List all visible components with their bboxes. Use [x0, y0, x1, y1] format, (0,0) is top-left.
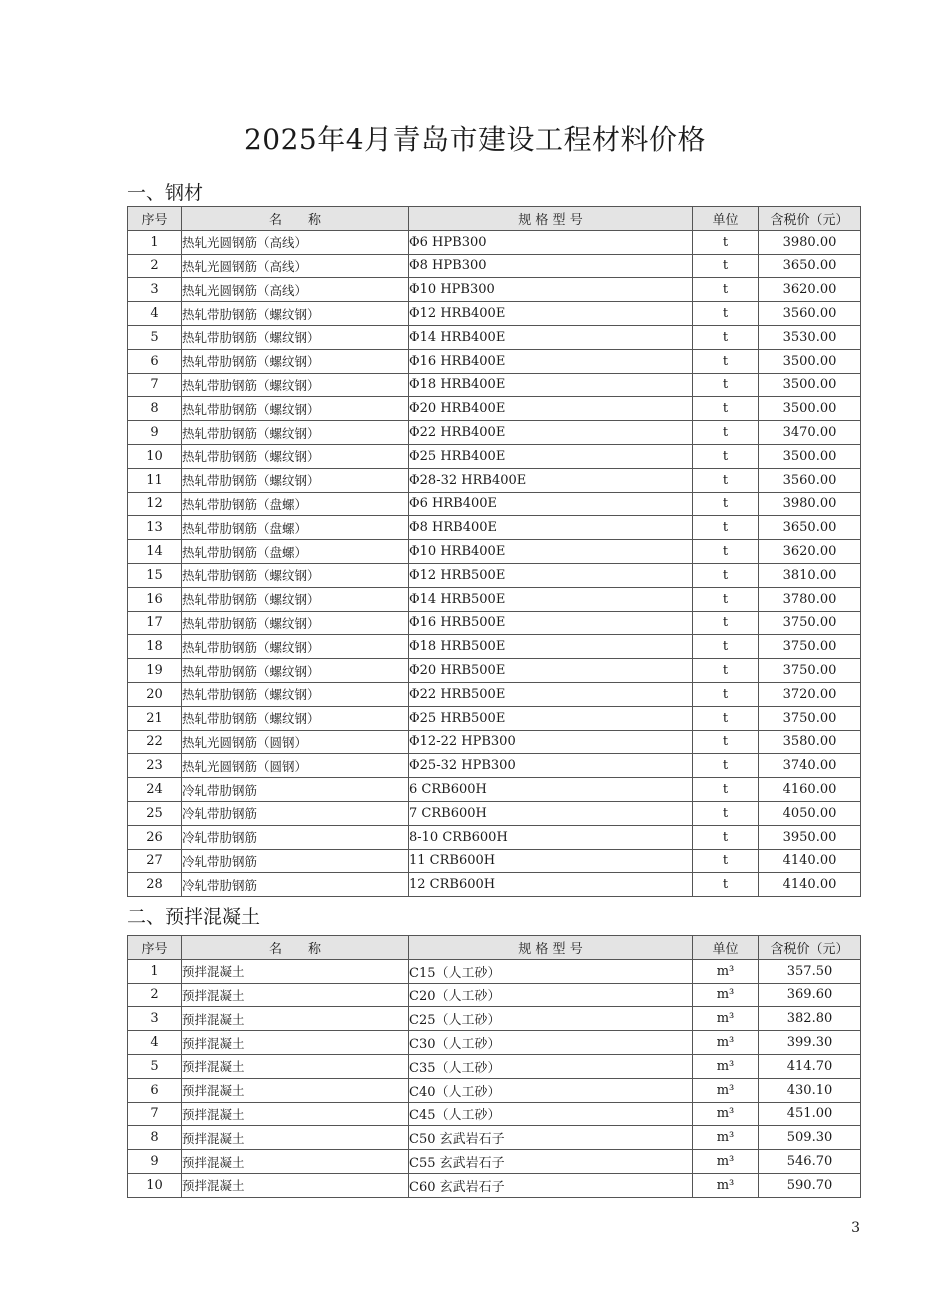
table-row	[128, 421, 861, 445]
material-spec: Φ22 HRB500E	[409, 682, 693, 706]
material-spec: C30（人工砂）	[409, 1031, 693, 1055]
table-row	[128, 516, 861, 540]
table-row	[128, 540, 861, 564]
table-row	[128, 1126, 861, 1150]
row-number: 5	[128, 325, 182, 349]
material-spec: C15（人工砂）	[409, 959, 693, 983]
material-spec: C55 玄武岩石子	[409, 1150, 693, 1174]
material-unit: t	[693, 540, 759, 564]
material-spec: Φ6 HRB400E	[409, 492, 693, 516]
material-spec: C40（人工砂）	[409, 1078, 693, 1102]
material-name: 热轧带肋钢筋（螺纹钢）	[182, 325, 409, 349]
table-row	[128, 302, 861, 326]
material-unit: t	[693, 706, 759, 730]
material-price: 3470.00	[759, 421, 861, 445]
material-name: 预拌混凝土	[182, 1150, 409, 1174]
material-name: 热轧带肋钢筋（盘螺）	[182, 516, 409, 540]
table-row	[128, 1054, 861, 1078]
material-spec: Φ10 HPB300	[409, 278, 693, 302]
material-name: 预拌混凝土	[182, 959, 409, 983]
material-spec: Φ16 HRB500E	[409, 611, 693, 635]
row-number: 14	[128, 540, 182, 564]
material-spec: Φ10 HRB400E	[409, 540, 693, 564]
material-price: 3500.00	[759, 373, 861, 397]
material-price: 3980.00	[759, 230, 861, 254]
header-no: 序号	[128, 207, 182, 231]
material-price: 3500.00	[759, 397, 861, 421]
material-unit: t	[693, 754, 759, 778]
material-name: 热轧带肋钢筋（螺纹钢）	[182, 373, 409, 397]
table-row	[128, 563, 861, 587]
material-name: 预拌混凝土	[182, 1007, 409, 1031]
material-price: 430.10	[759, 1078, 861, 1102]
table-row	[128, 959, 861, 983]
material-spec: C20（人工砂）	[409, 983, 693, 1007]
row-number: 15	[128, 563, 182, 587]
material-unit: t	[693, 492, 759, 516]
material-price: 3750.00	[759, 659, 861, 683]
material-spec: Φ16 HRB400E	[409, 349, 693, 373]
material-spec: 11 CRB600H	[409, 849, 693, 873]
table-row	[128, 801, 861, 825]
material-price: 3580.00	[759, 730, 861, 754]
material-name: 热轧光圆钢筋（圆钢）	[182, 754, 409, 778]
row-number: 10	[128, 1173, 182, 1197]
material-unit: t	[693, 302, 759, 326]
material-unit: t	[693, 587, 759, 611]
table-row	[128, 1173, 861, 1197]
header-price: 含税价（元）	[759, 207, 861, 231]
header-spec: 规 格 型 号	[409, 936, 693, 960]
header-price: 含税价（元）	[759, 936, 861, 960]
table-row	[128, 730, 861, 754]
table-row	[128, 373, 861, 397]
material-price: 4160.00	[759, 778, 861, 802]
material-spec: C35（人工砂）	[409, 1054, 693, 1078]
material-unit: m³	[693, 1031, 759, 1055]
material-name: 热轧带肋钢筋（螺纹钢）	[182, 659, 409, 683]
row-number: 8	[128, 1126, 182, 1150]
material-price: 414.70	[759, 1054, 861, 1078]
table-row	[128, 706, 861, 730]
table-row	[128, 230, 861, 254]
material-unit: t	[693, 778, 759, 802]
row-number: 17	[128, 611, 182, 635]
material-price: 451.00	[759, 1102, 861, 1126]
table-header-row	[128, 936, 861, 960]
table-row	[128, 349, 861, 373]
material-price: 590.70	[759, 1173, 861, 1197]
row-number: 22	[128, 730, 182, 754]
material-name: 预拌混凝土	[182, 1102, 409, 1126]
row-number: 20	[128, 682, 182, 706]
material-unit: m³	[693, 1126, 759, 1150]
material-price: 3620.00	[759, 278, 861, 302]
material-name: 冷轧带肋钢筋	[182, 778, 409, 802]
row-number: 8	[128, 397, 182, 421]
row-number: 4	[128, 302, 182, 326]
material-spec: Φ14 HRB500E	[409, 587, 693, 611]
table-row	[128, 1150, 861, 1174]
material-unit: t	[693, 397, 759, 421]
material-unit: m³	[693, 1054, 759, 1078]
material-name: 热轧带肋钢筋（盘螺）	[182, 540, 409, 564]
table-row	[128, 325, 861, 349]
row-number: 18	[128, 635, 182, 659]
material-spec: Φ14 HRB400E	[409, 325, 693, 349]
material-name: 热轧带肋钢筋（螺纹钢）	[182, 397, 409, 421]
material-unit: m³	[693, 1150, 759, 1174]
row-number: 19	[128, 659, 182, 683]
material-spec: C60 玄武岩石子	[409, 1173, 693, 1197]
header-name: 名 称	[182, 936, 409, 960]
table-row	[128, 468, 861, 492]
material-unit: t	[693, 873, 759, 897]
material-unit: t	[693, 254, 759, 278]
table-row	[128, 1031, 861, 1055]
material-price: 3810.00	[759, 563, 861, 587]
material-unit: t	[693, 659, 759, 683]
table-row	[128, 1102, 861, 1126]
material-spec: Φ25 HRB500E	[409, 706, 693, 730]
material-unit: m³	[693, 983, 759, 1007]
material-unit: t	[693, 230, 759, 254]
row-number: 11	[128, 468, 182, 492]
material-spec: Φ12-22 HPB300	[409, 730, 693, 754]
material-unit: t	[693, 682, 759, 706]
material-name: 冷轧带肋钢筋	[182, 801, 409, 825]
material-unit: t	[693, 563, 759, 587]
row-number: 24	[128, 778, 182, 802]
material-unit: t	[693, 516, 759, 540]
material-price: 3750.00	[759, 611, 861, 635]
material-spec: 7 CRB600H	[409, 801, 693, 825]
table-row	[128, 397, 861, 421]
table-row	[128, 983, 861, 1007]
material-price: 3560.00	[759, 302, 861, 326]
material-price: 3720.00	[759, 682, 861, 706]
material-unit: t	[693, 801, 759, 825]
material-name: 热轧带肋钢筋（螺纹钢）	[182, 468, 409, 492]
row-number: 6	[128, 1078, 182, 1102]
header-unit: 单位	[693, 936, 759, 960]
material-name: 热轧光圆钢筋（高线）	[182, 278, 409, 302]
concrete-price-table	[127, 935, 861, 1198]
material-price: 4140.00	[759, 873, 861, 897]
material-name: 预拌混凝土	[182, 1173, 409, 1197]
material-spec: Φ12 HRB400E	[409, 302, 693, 326]
table-row	[128, 444, 861, 468]
material-price: 3750.00	[759, 706, 861, 730]
material-spec: Φ6 HPB300	[409, 230, 693, 254]
row-number: 25	[128, 801, 182, 825]
material-unit: t	[693, 849, 759, 873]
material-spec: 6 CRB600H	[409, 778, 693, 802]
header-spec: 规 格 型 号	[409, 207, 693, 231]
material-name: 预拌混凝土	[182, 983, 409, 1007]
table-row	[128, 659, 861, 683]
material-name: 热轧光圆钢筋（高线）	[182, 254, 409, 278]
material-name: 热轧带肋钢筋（螺纹钢）	[182, 444, 409, 468]
material-spec: Φ18 HRB500E	[409, 635, 693, 659]
row-number: 13	[128, 516, 182, 540]
table-row	[128, 825, 861, 849]
row-number: 7	[128, 373, 182, 397]
table-row	[128, 778, 861, 802]
material-name: 热轧带肋钢筋（螺纹钢）	[182, 706, 409, 730]
material-name: 热轧带肋钢筋（螺纹钢）	[182, 349, 409, 373]
material-spec: C45（人工砂）	[409, 1102, 693, 1126]
material-name: 冷轧带肋钢筋	[182, 873, 409, 897]
material-name: 预拌混凝土	[182, 1126, 409, 1150]
material-name: 预拌混凝土	[182, 1054, 409, 1078]
material-price: 546.70	[759, 1150, 861, 1174]
material-unit: t	[693, 635, 759, 659]
material-name: 热轧带肋钢筋（螺纹钢）	[182, 682, 409, 706]
material-spec: C25（人工砂）	[409, 1007, 693, 1031]
material-unit: t	[693, 611, 759, 635]
table-row	[128, 1007, 861, 1031]
material-price: 3780.00	[759, 587, 861, 611]
material-price: 357.50	[759, 959, 861, 983]
material-unit: t	[693, 349, 759, 373]
page-title: 2025年4月青岛市建设工程材料价格	[243, 123, 707, 156]
row-number: 21	[128, 706, 182, 730]
table-row	[128, 635, 861, 659]
material-unit: t	[693, 278, 759, 302]
row-number: 5	[128, 1054, 182, 1078]
row-number: 6	[128, 349, 182, 373]
table-row	[128, 754, 861, 778]
material-spec: C50 玄武岩石子	[409, 1126, 693, 1150]
material-price: 369.60	[759, 983, 861, 1007]
material-unit: t	[693, 373, 759, 397]
row-number: 7	[128, 1102, 182, 1126]
material-price: 3530.00	[759, 325, 861, 349]
row-number: 2	[128, 254, 182, 278]
material-name: 热轧带肋钢筋（螺纹钢）	[182, 611, 409, 635]
table-row	[128, 682, 861, 706]
material-spec: Φ8 HRB400E	[409, 516, 693, 540]
material-name: 预拌混凝土	[182, 1078, 409, 1102]
row-number: 12	[128, 492, 182, 516]
table-row	[128, 278, 861, 302]
material-price: 3980.00	[759, 492, 861, 516]
material-unit: t	[693, 730, 759, 754]
material-spec: Φ25 HRB400E	[409, 444, 693, 468]
material-name: 冷轧带肋钢筋	[182, 849, 409, 873]
material-price: 3620.00	[759, 540, 861, 564]
material-unit: m³	[693, 1173, 759, 1197]
material-spec: 12 CRB600H	[409, 873, 693, 897]
material-spec: 8-10 CRB600H	[409, 825, 693, 849]
material-spec: Φ18 HRB400E	[409, 373, 693, 397]
material-name: 热轧带肋钢筋（螺纹钢）	[182, 302, 409, 326]
material-name: 热轧带肋钢筋（盘螺）	[182, 492, 409, 516]
row-number: 9	[128, 421, 182, 445]
material-unit: t	[693, 421, 759, 445]
table-row	[128, 873, 861, 897]
row-number: 1	[128, 230, 182, 254]
material-name: 热轧带肋钢筋（螺纹钢）	[182, 587, 409, 611]
row-number: 10	[128, 444, 182, 468]
material-name: 热轧带肋钢筋（螺纹钢）	[182, 421, 409, 445]
material-price: 3950.00	[759, 825, 861, 849]
page-number: 3	[851, 1220, 860, 1236]
material-spec: Φ12 HRB500E	[409, 563, 693, 587]
material-unit: t	[693, 325, 759, 349]
material-unit: t	[693, 825, 759, 849]
row-number: 3	[128, 278, 182, 302]
table-row	[128, 849, 861, 873]
material-price: 3560.00	[759, 468, 861, 492]
material-price: 4140.00	[759, 849, 861, 873]
material-name: 预拌混凝土	[182, 1031, 409, 1055]
material-price: 4050.00	[759, 801, 861, 825]
row-number: 23	[128, 754, 182, 778]
material-price: 3750.00	[759, 635, 861, 659]
material-unit: m³	[693, 1102, 759, 1126]
material-name: 热轧带肋钢筋（螺纹钢）	[182, 635, 409, 659]
header-no: 序号	[128, 936, 182, 960]
material-unit: t	[693, 468, 759, 492]
material-price: 3740.00	[759, 754, 861, 778]
material-unit: m³	[693, 959, 759, 983]
section-heading-steel: 一、钢材	[127, 182, 204, 204]
table-row	[128, 492, 861, 516]
row-number: 16	[128, 587, 182, 611]
material-price: 3650.00	[759, 516, 861, 540]
material-unit: m³	[693, 1078, 759, 1102]
material-price: 399.30	[759, 1031, 861, 1055]
row-number: 2	[128, 983, 182, 1007]
material-price: 3500.00	[759, 444, 861, 468]
material-spec: Φ22 HRB400E	[409, 421, 693, 445]
header-name: 名 称	[182, 207, 409, 231]
table-row	[128, 1078, 861, 1102]
row-number: 28	[128, 873, 182, 897]
material-spec: Φ28-32 HRB400E	[409, 468, 693, 492]
material-name: 热轧光圆钢筋（高线）	[182, 230, 409, 254]
material-price: 382.80	[759, 1007, 861, 1031]
material-price: 3500.00	[759, 349, 861, 373]
material-unit: t	[693, 444, 759, 468]
material-name: 热轧带肋钢筋（螺纹钢）	[182, 563, 409, 587]
material-price: 509.30	[759, 1126, 861, 1150]
section-heading-concrete: 二、预拌混凝土	[127, 906, 261, 928]
header-unit: 单位	[693, 207, 759, 231]
table-row	[128, 254, 861, 278]
material-spec: Φ8 HPB300	[409, 254, 693, 278]
table-row	[128, 587, 861, 611]
material-name: 热轧光圆钢筋（圆钢）	[182, 730, 409, 754]
material-unit: m³	[693, 1007, 759, 1031]
material-price: 3650.00	[759, 254, 861, 278]
material-name: 冷轧带肋钢筋	[182, 825, 409, 849]
row-number: 1	[128, 959, 182, 983]
table-header-row	[128, 207, 861, 231]
steel-price-table	[127, 206, 861, 897]
row-number: 26	[128, 825, 182, 849]
row-number: 9	[128, 1150, 182, 1174]
material-spec: Φ25-32 HPB300	[409, 754, 693, 778]
material-spec: Φ20 HRB500E	[409, 659, 693, 683]
row-number: 27	[128, 849, 182, 873]
row-number: 3	[128, 1007, 182, 1031]
row-number: 4	[128, 1031, 182, 1055]
material-spec: Φ20 HRB400E	[409, 397, 693, 421]
table-row	[128, 611, 861, 635]
